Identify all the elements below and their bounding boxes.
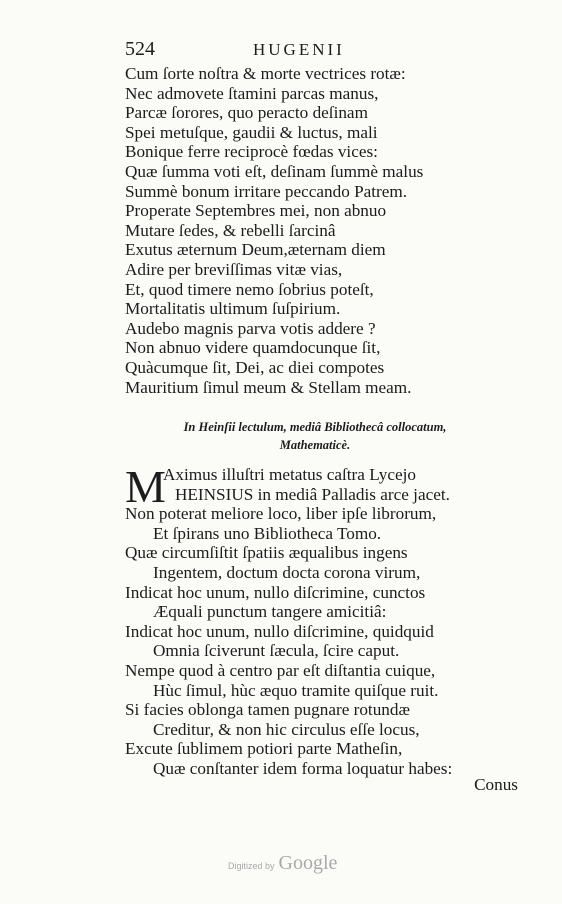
verse-line: Quàcumque ſit, Dei, ac diei compotes bbox=[125, 357, 385, 377]
verse-line: Quæ ſumma voti eſt, deſinam ſummè malus bbox=[125, 161, 424, 181]
verse-line: Non poterat meliore loco, liber ipſe librorum, bbox=[125, 504, 437, 524]
verse-block-1 bbox=[125, 64, 525, 397]
watermark-caption: Digitized by bbox=[228, 861, 275, 871]
verse-line: Excute ſublimem potiori parte Matheſin, bbox=[125, 739, 403, 759]
verse-line: Creditur, & non hic circulus eſſe locus, bbox=[153, 719, 420, 739]
google-logo: Google bbox=[278, 852, 338, 874]
verse-lines bbox=[125, 504, 525, 778]
verse-line: Nempe quod à centro par eſt diſtantia cuique, bbox=[125, 660, 436, 680]
verse-line: Et ſpirans uno Bibliotheca Tomo. bbox=[153, 523, 382, 543]
page-header bbox=[125, 38, 485, 62]
verse-line: Si facies oblonga tamen pugnare rotundæ bbox=[125, 700, 410, 720]
verse-line: Ingentem, doctum docta corona virum, bbox=[153, 562, 421, 582]
drop-cap: M bbox=[125, 461, 166, 512]
verse-line: Mutare ſedes, & rebelli ſarcinâ bbox=[125, 220, 336, 240]
verse-line: Parcæ ſorores, quo peracto deſinam bbox=[125, 103, 368, 123]
verse-line: Spei metuſque, gaudii & luctus, mali bbox=[125, 122, 378, 142]
verse-line: Adire per breviſſimas vitæ vias, bbox=[125, 259, 343, 279]
verse-line: Indicat hoc unum, nullo diſcrimine, quidquid bbox=[125, 621, 434, 641]
verse-line: Non abnuo videre quamdocunque ſit, bbox=[125, 338, 381, 358]
running-head: HUGENII bbox=[253, 40, 345, 59]
verse-line: Et, quod timere nemo ſobrius poteſt, bbox=[125, 279, 374, 299]
verse-line: Mortalitatis ultimum ſuſpirium. bbox=[125, 299, 341, 319]
verse-line: Summè bonum irritare peccando Patrem. bbox=[125, 181, 408, 201]
catchword: Conus bbox=[474, 775, 518, 794]
verse-line: Bonique ferre reciprocè fœdas vices: bbox=[125, 142, 378, 162]
verse-line: Exutus æternum Deum,æternam diem bbox=[125, 240, 386, 260]
verse-line: Æquali punctum tangere amicitiâ: bbox=[153, 602, 387, 622]
verse-line: Properate Septembres mei, non abnuo bbox=[125, 201, 387, 221]
verse-line: HEINSIUS in mediâ Palladis arce jacet. bbox=[175, 484, 450, 504]
verse-line: Mauritium ſimul meum & Stellam meam. bbox=[125, 377, 412, 397]
page-number: 524 bbox=[125, 38, 155, 60]
verse-line: Hùc ſimul, hùc æquo tramite quiſque ruit. bbox=[153, 680, 439, 700]
verse-block-2 bbox=[125, 461, 525, 779]
verse-line: Quæ circumſiſtit ſpatiis æqualibus ingens bbox=[125, 543, 408, 563]
verse-line: Cum ſorte noſtra & morte vectrices rotæ: bbox=[125, 64, 406, 83]
poem-title-line-1: In Heinſii lectulum, mediâ Bibliothecâ collocatum, bbox=[183, 420, 447, 434]
verse-line: Quæ conſtanter idem forma loquatur habes: bbox=[153, 758, 453, 778]
verse-line: Nec admovete ſtamini parcas manus, bbox=[125, 83, 379, 103]
verse-line-text: Aximus illuſtri metatus caſtra Lycejo bbox=[163, 465, 416, 484]
digitized-watermark bbox=[228, 852, 337, 875]
poem-title-line-2: Mathematicè. bbox=[279, 438, 351, 452]
verse-line: Indicat hoc unum, nullo diſcrimine, cunctos bbox=[125, 582, 426, 602]
verse-line: Audebo magnis parva votis addere ? bbox=[125, 318, 376, 338]
verse-line: Omnia ſciverunt ſæcula, ſcire caput. bbox=[153, 641, 400, 661]
poem-title bbox=[150, 418, 480, 454]
